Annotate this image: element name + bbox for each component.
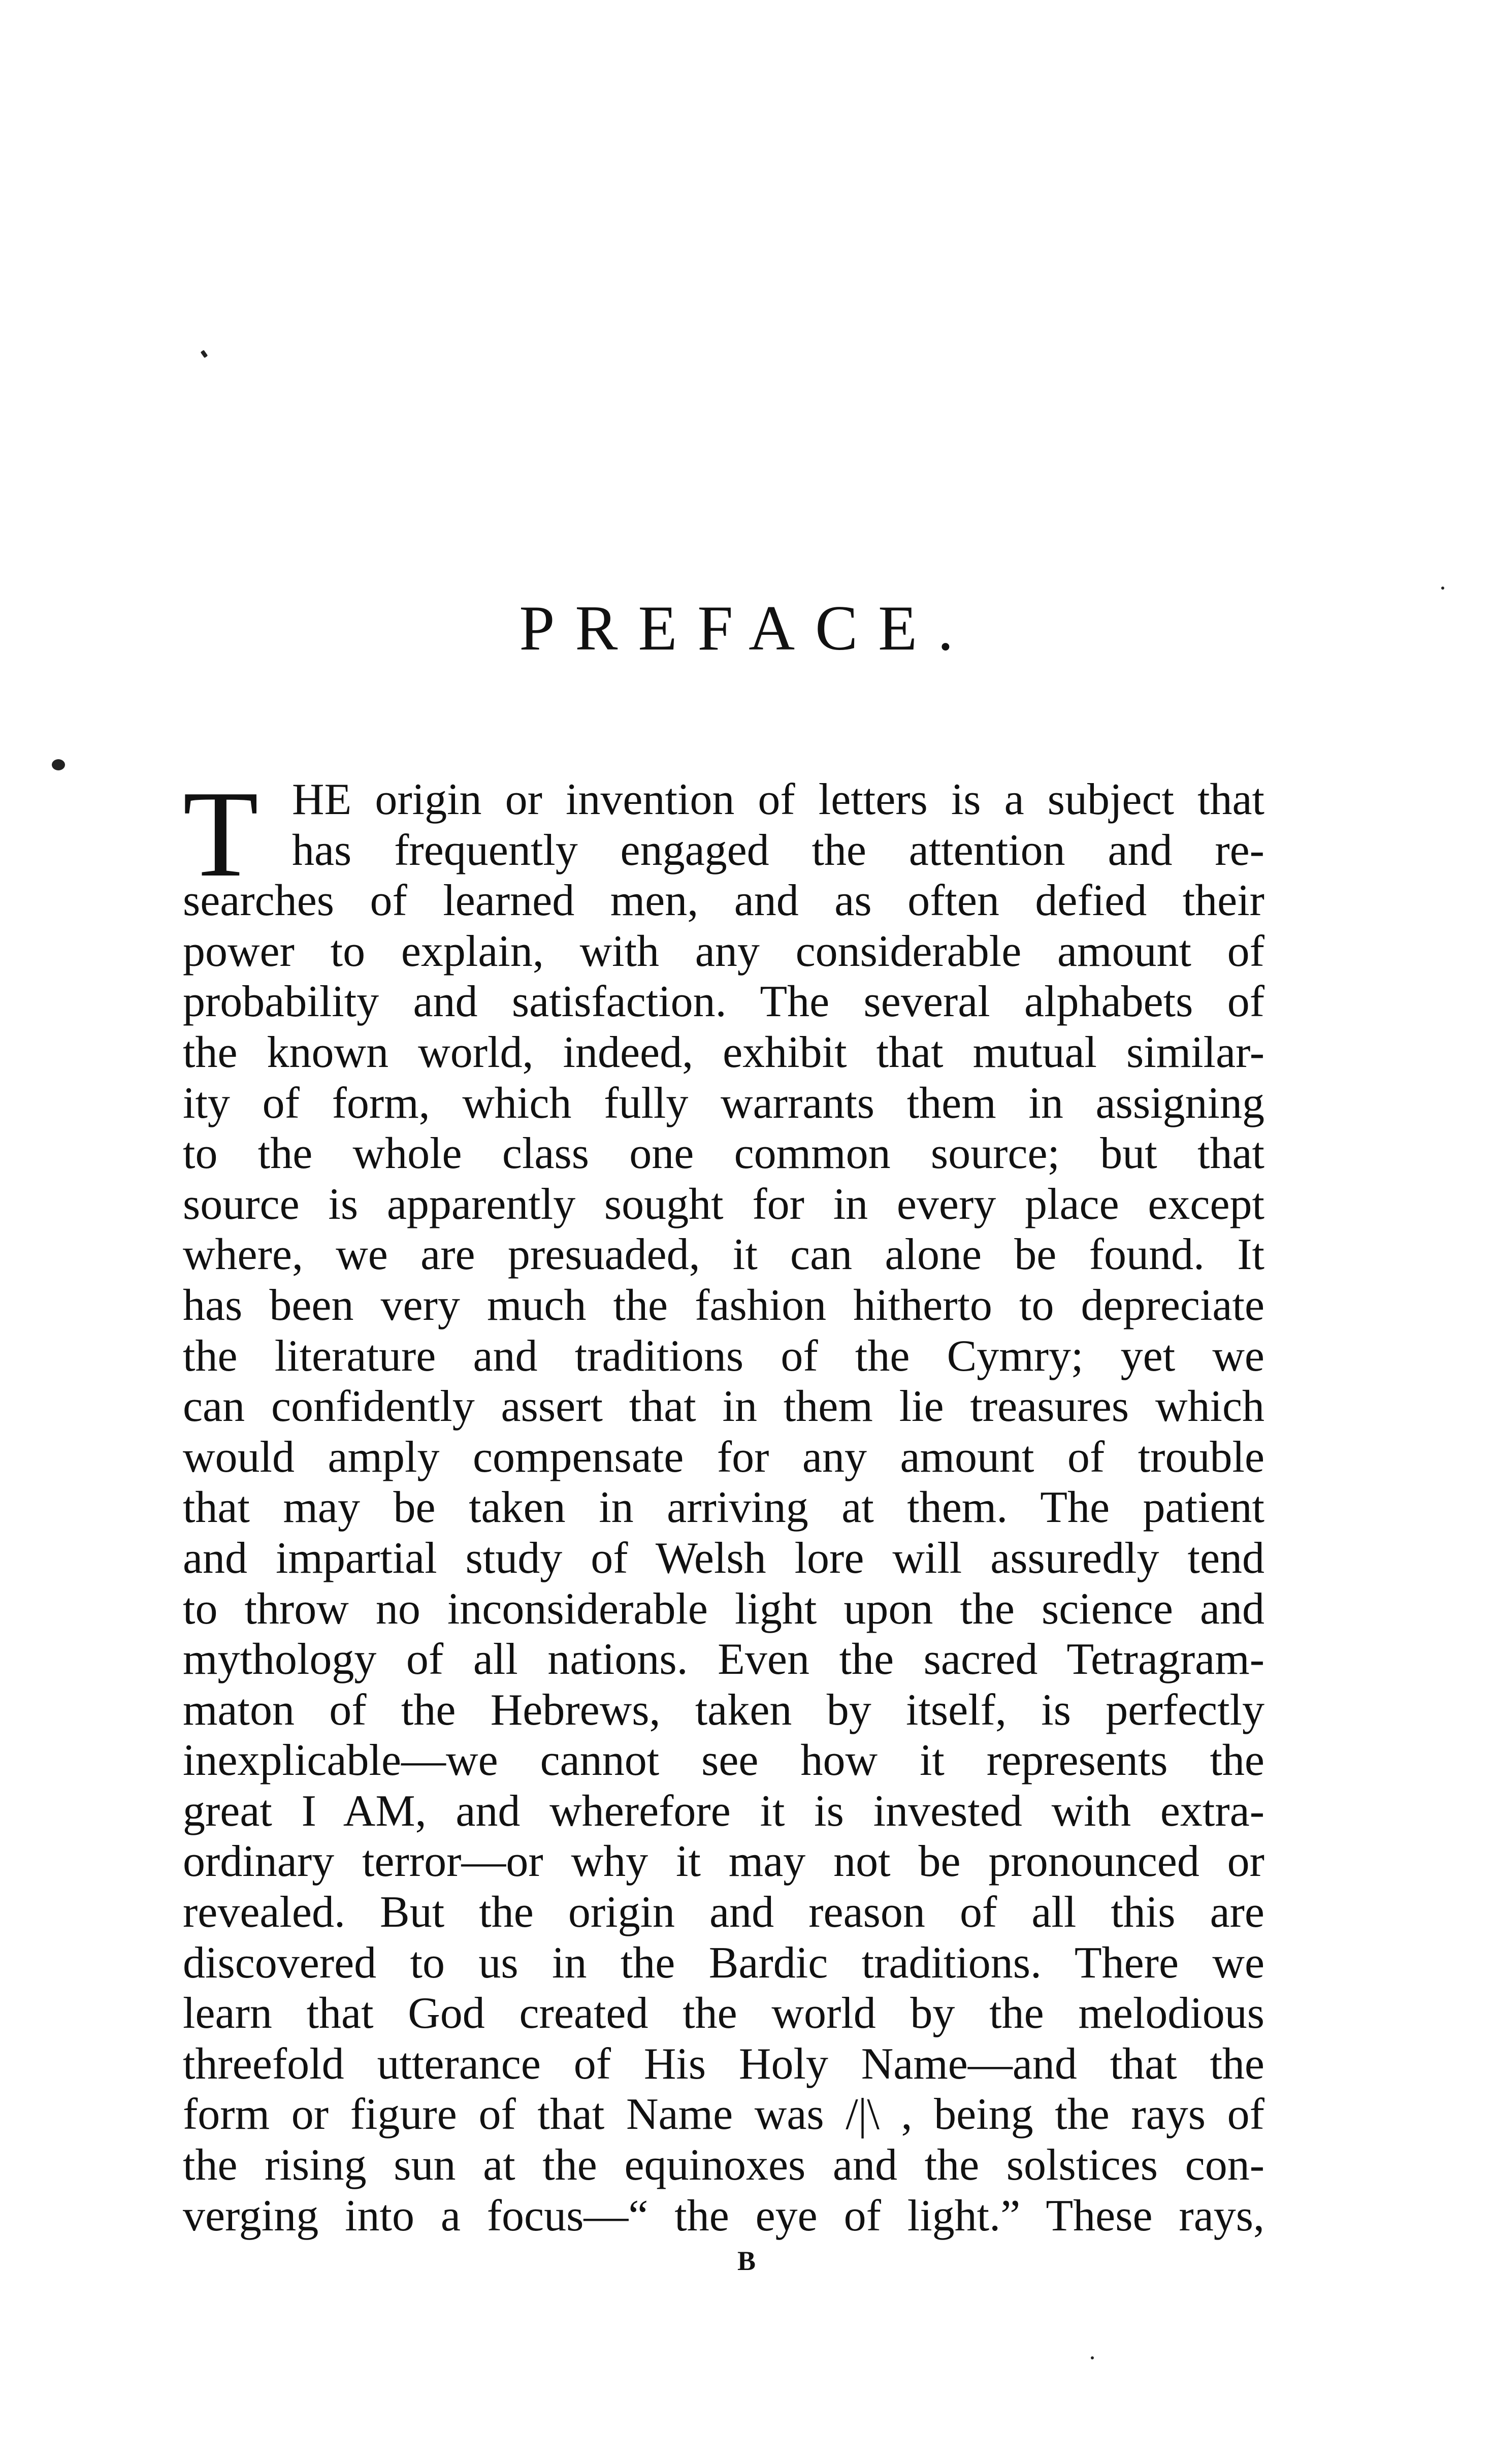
text-line: that may be taken in arriving at them. The patient — [183, 1483, 1264, 1533]
text-line: where, we are presuaded, it can alone be found. It — [183, 1230, 1264, 1280]
text-line: form or figure of that Name was /|\ , being the rays of — [183, 2090, 1264, 2139]
text-line: maton of the Hebrews, taken by itself, is perfectly — [183, 1685, 1264, 1735]
text-line: can confidently assert that in them lie treasures which — [183, 1382, 1264, 1432]
text-line: HE origin or invention of letters is a subject that — [292, 775, 1264, 824]
text-line: great I AM, and wherefore it is invested with extra- — [183, 1786, 1264, 1836]
preface-body — [183, 765, 1264, 2241]
text-line: mythology of all nations. Even the sacred Tetragram- — [183, 1635, 1264, 1684]
ink-speck — [201, 350, 208, 358]
page-title: PREFACE. — [519, 593, 974, 664]
text-line: revealed. But the origin and reason of all this are — [183, 1888, 1264, 1937]
text-line: and impartial study of Welsh lore will assuredly tend — [183, 1533, 1264, 1583]
text-line: has frequently engaged the attention and re- — [292, 825, 1264, 875]
text-line: the rising sun at the equinoxes and the solstices con- — [183, 2141, 1264, 2190]
text-line: threefold utterance of His Holy Name—and that the — [183, 2039, 1264, 2089]
text-line: verging into a focus—“ the eye of light.” These rays, — [183, 2191, 1264, 2241]
text-line: source is apparently sought for in every place except — [183, 1179, 1264, 1229]
text-line: the known world, indeed, exhibit that mutual similar- — [183, 1027, 1264, 1077]
ink-speck — [52, 759, 65, 770]
ink-speck — [1091, 2356, 1094, 2359]
text-line: learn that God created the world by the melodious — [183, 1989, 1264, 2038]
text-line: discovered to us in the Bardic traditions. There we — [183, 1938, 1264, 1988]
text-line: inexplicable—we cannot see how it represents the — [183, 1736, 1264, 1786]
text-line: probability and satisfaction. The several alphabets of — [183, 977, 1264, 1027]
text-line: to the whole class one common source; but that — [183, 1129, 1264, 1179]
text-line: has been very much the fashion hitherto to depreciate — [183, 1280, 1264, 1330]
text-line: to throw no inconsiderable light upon the science and — [183, 1584, 1264, 1634]
drop-cap: T — [183, 765, 259, 902]
text-line: power to explain, with any considerable amount of — [183, 926, 1264, 976]
text-line: the literature and traditions of the Cymry; yet we — [183, 1331, 1264, 1381]
text-line: ity of form, which fully warrants them in assigning — [183, 1078, 1264, 1128]
text-line: would amply compensate for any amount of trouble — [183, 1432, 1264, 1482]
ink-speck — [1441, 587, 1444, 590]
signature-mark: B — [737, 2246, 756, 2276]
text-line: ordinary terror—or why it may not be pronounced or — [183, 1837, 1264, 1887]
text-line: searches of learned men, and as often defied their — [183, 876, 1264, 926]
